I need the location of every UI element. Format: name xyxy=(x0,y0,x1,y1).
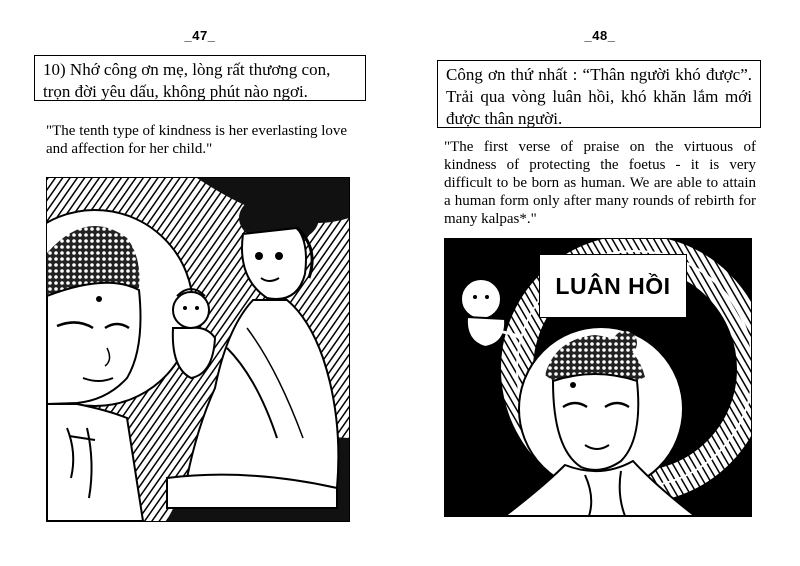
mother-child-drawing xyxy=(47,178,349,521)
vietnamese-verse-box: Công ơn thứ nhất : “Thân người khó được”. Trải qua vòng luân hồi, khó khăn lắm mới được thân người. xyxy=(437,60,761,128)
illustration-rebirth xyxy=(444,238,752,517)
english-translation: "The tenth type of kindness is her everlasting love and affection for her child." xyxy=(46,123,348,157)
page-number: _47_ xyxy=(184,28,216,43)
illustration-mother-and-child xyxy=(46,177,350,522)
vietnamese-verse-box: 10) Nhớ công ơn mẹ, lòng rất thương con, trọn đời yêu dấu, không phút nào ngơi. xyxy=(34,55,366,101)
english-translation: "The first verse of praise on the virtuous of kindness of protecting the foetus - it is very difficult to be born as human. We are able to attain a human form only after many rounds of rebirth for many kalpas*." xyxy=(444,139,756,227)
right-page xyxy=(400,0,800,566)
luan-hoi-banner: LUÂN HỒI xyxy=(539,254,687,318)
page-number: _48_ xyxy=(584,28,616,43)
